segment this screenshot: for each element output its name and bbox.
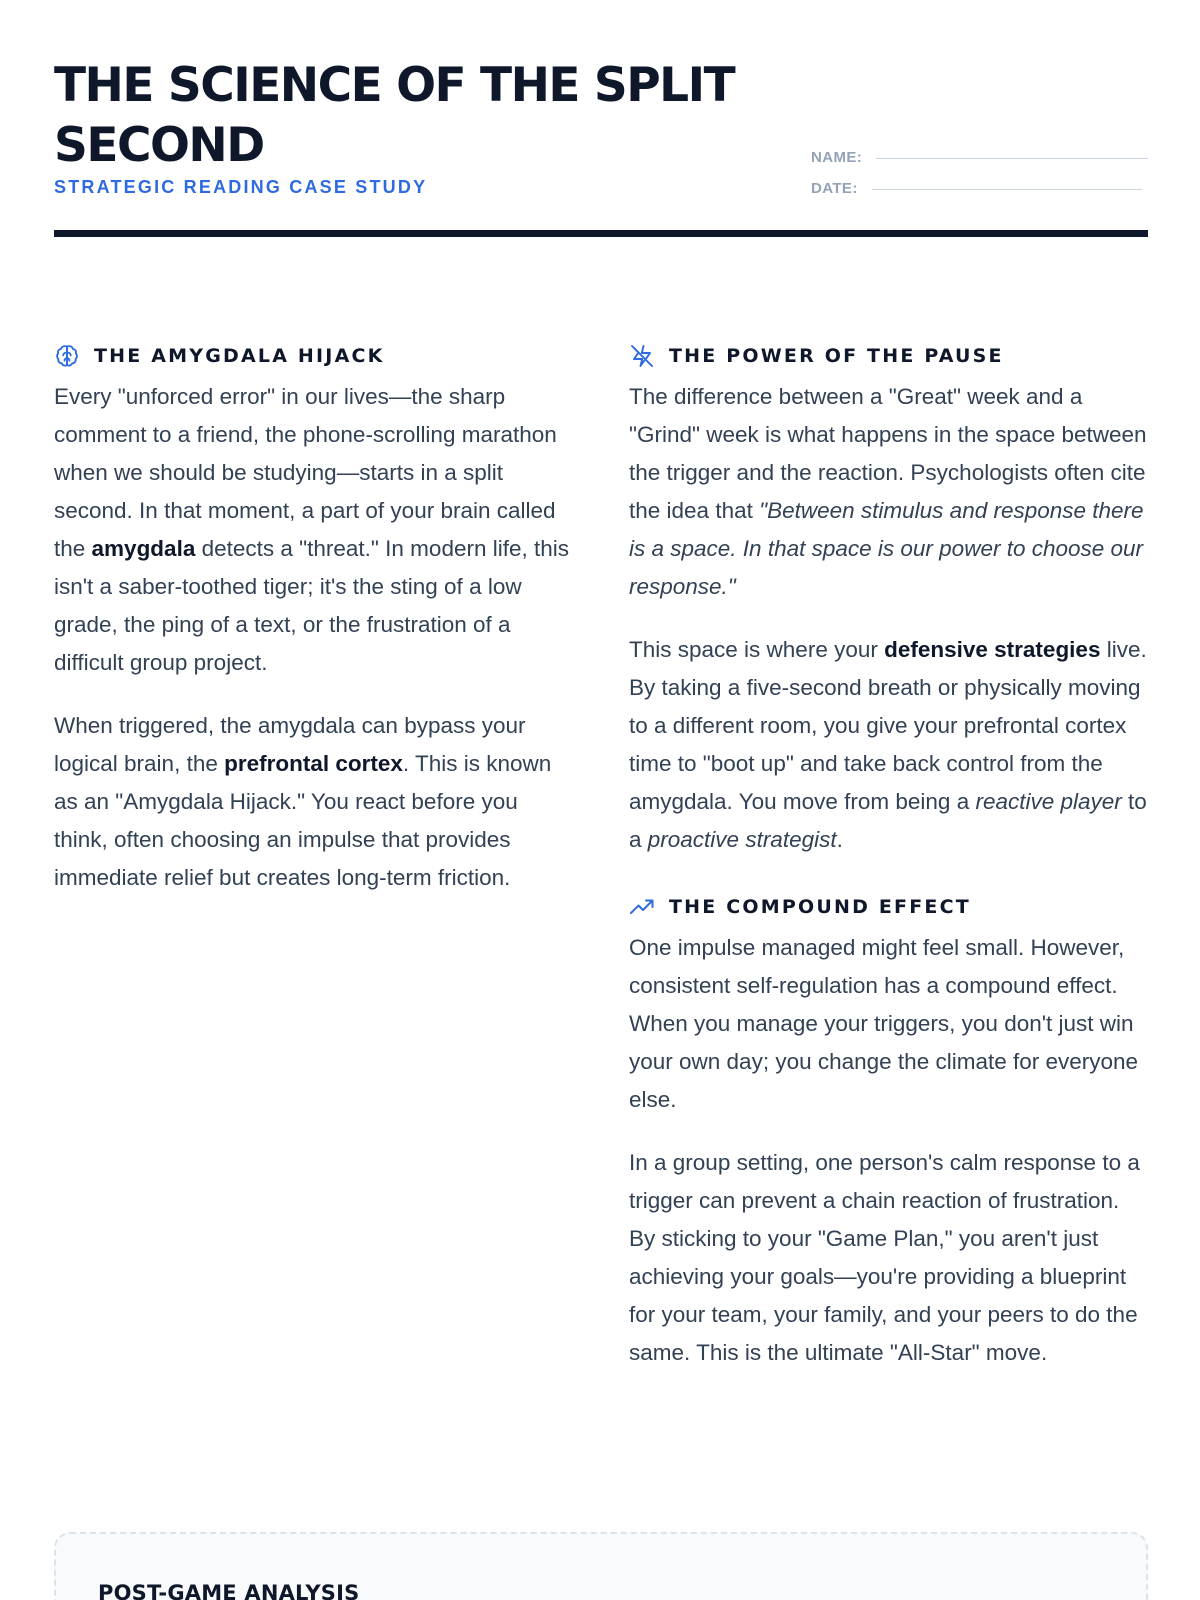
- section-compound-effect: [629, 891, 1149, 1372]
- section-title: THE AMYGDALA HIJACK: [94, 345, 385, 367]
- brain-icon: [54, 343, 80, 369]
- header: [54, 56, 1148, 237]
- paragraph: One impulse managed might feel small. However, consistent self-regulation has a compound effect. When you manage your triggers, you don't just win your own day; you change the climate for everyone else.: [629, 935, 1139, 1112]
- trending-up-icon: [629, 894, 655, 920]
- paragraph: This space is where your defensive strategies live. By taking a five-second breath or physically moving to a different room, you give your prefrontal cortex time to "boot up" and take back control from the amygdala. You move from being a reactive player to a proactive strategist.: [629, 637, 1147, 852]
- section-heading: [629, 340, 1149, 372]
- section-heading: [54, 340, 574, 372]
- name-field-row: [811, 144, 1148, 166]
- section-heading: [629, 891, 1149, 923]
- post-game-analysis-box: [54, 1532, 1148, 1600]
- section-title: THE COMPOUND EFFECT: [669, 896, 971, 918]
- section-power-of-pause: [629, 340, 1149, 859]
- date-field-row: [811, 175, 1148, 197]
- name-label: NAME:: [811, 149, 863, 166]
- analysis-title: POST-GAME ANALYSIS: [98, 1581, 360, 1600]
- zap-off-icon: [629, 343, 655, 369]
- worksheet-page: [54, 56, 1148, 1365]
- left-column: [54, 340, 574, 922]
- name-line[interactable]: [876, 158, 1148, 159]
- name-date-block: [811, 144, 1148, 206]
- paragraph: When triggered, the amygdala can bypass your logical brain, the prefrontal cortex. This is known as an "Amygdala Hijack." You react before you think, often choosing an impulse that provides immediate relief but creates long-term friction.: [54, 713, 552, 890]
- date-line[interactable]: [872, 189, 1142, 190]
- section-amygdala-hijack: [54, 340, 574, 897]
- right-column: [629, 340, 1149, 1397]
- section-title: THE POWER OF THE PAUSE: [669, 345, 1004, 367]
- paragraph: The difference between a "Great" week and a "Grind" week is what happens in the space between the trigger and the reaction. Psychologists often cite the idea that "Between stimulus and response there is a space. In that space is our power to choose our response.": [629, 384, 1147, 599]
- date-label: DATE:: [811, 180, 858, 197]
- page-subtitle: STRATEGIC READING CASE STUDY: [54, 177, 428, 197]
- page-title: THE SCIENCE OF THE SPLIT SECOND: [54, 58, 735, 173]
- paragraph: In a group setting, one person's calm response to a trigger can prevent a chain reaction of frustration. By sticking to your "Game Plan," you aren't just achieving your goals—you're providing a blueprint for your team, your family, and your peers to do the same. This is the ultimate "All-Star" move.: [629, 1150, 1140, 1365]
- paragraph: Every "unforced error" in our lives—the sharp comment to a friend, the phone-scrolling marathon when we should be studying—starts in a split second. In that moment, a part of your brain called the amygdala detects a "threat." In modern life, this isn't a saber-toothed tiger; it's the sting of a low grade, the ping of a text, or the frustration of a difficult group project.: [54, 384, 569, 675]
